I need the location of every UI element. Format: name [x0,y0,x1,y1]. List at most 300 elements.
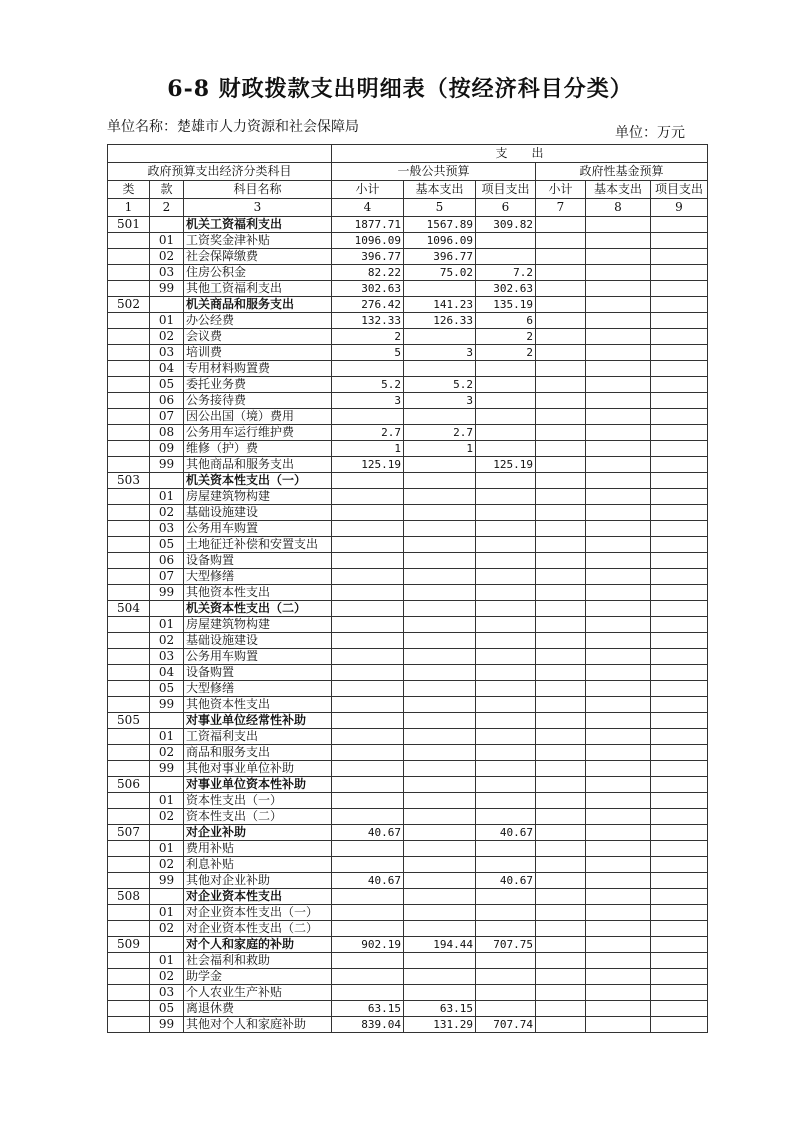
row-name: 机关资本性支出（一） [184,473,332,489]
row-project [476,377,536,393]
row-kuan: 99 [150,873,184,889]
row-fund-subtotal [536,425,586,441]
row-fund-basic [586,1001,651,1017]
row-basic [404,281,476,297]
row-subtotal: 302.63 [332,281,404,297]
row-fund-basic [586,489,651,505]
row-kuan: 99 [150,1017,184,1033]
row-kuan [150,297,184,313]
row-fund-project [651,761,708,777]
row-subtotal: 40.67 [332,825,404,841]
row-basic [404,745,476,761]
row-kuan: 01 [150,953,184,969]
row-subtotal: 1096.09 [332,233,404,249]
row-name: 公务用车运行维护费 [184,425,332,441]
row-project [476,809,536,825]
row-fund-basic [586,953,651,969]
row-fund-subtotal [536,601,586,617]
row-fund-project [651,329,708,345]
row-project [476,521,536,537]
row-fund-subtotal [536,777,586,793]
row-name: 其他资本性支出 [184,585,332,601]
row-fund-basic [586,681,651,697]
row-lei [108,281,150,297]
row-lei: 507 [108,825,150,841]
row-lei [108,617,150,633]
row-basic: 126.33 [404,313,476,329]
row-fund-project [651,585,708,601]
row-name: 社会福利和救助 [184,953,332,969]
row-lei [108,841,150,857]
row-fund-basic [586,697,651,713]
row-fund-basic [586,297,651,313]
row-kuan [150,889,184,905]
row-name: 对企业资本性支出（一） [184,905,332,921]
row-subtotal [332,761,404,777]
row-name: 因公出国（境）费用 [184,409,332,425]
row-basic [404,921,476,937]
row-subtotal [332,473,404,489]
row-fund-basic [586,393,651,409]
row-project [476,441,536,457]
row-fund-subtotal [536,361,586,377]
table-row [108,729,708,745]
row-fund-subtotal [536,377,586,393]
row-fund-basic [586,937,651,953]
row-kuan: 99 [150,761,184,777]
row-fund-subtotal [536,1001,586,1017]
header-index-cell: 3 [184,199,332,217]
row-name: 对事业单位经常性补助 [184,713,332,729]
row-name: 公务接待费 [184,393,332,409]
row-subtotal [332,905,404,921]
row-lei [108,537,150,553]
row-basic: 194.44 [404,937,476,953]
row-fund-project [651,681,708,697]
row-fund-subtotal [536,825,586,841]
row-lei [108,425,150,441]
row-subtotal [332,681,404,697]
row-fund-project [651,793,708,809]
row-fund-subtotal [536,281,586,297]
row-lei [108,969,150,985]
header-index-cell: 5 [404,199,476,217]
row-subtotal [332,585,404,601]
row-fund-basic [586,601,651,617]
currency-unit: 单位：万元 [615,125,685,141]
row-name: 对个人和家庭的补助 [184,937,332,953]
row-project [476,425,536,441]
row-fund-project [651,825,708,841]
row-name: 对企业补助 [184,825,332,841]
row-project [476,601,536,617]
row-name: 对企业资本性支出（二） [184,921,332,937]
row-name: 机关资本性支出（二） [184,601,332,617]
row-kuan: 02 [150,329,184,345]
row-lei [108,857,150,873]
row-fund-basic [586,841,651,857]
page-title: 6-8 财政拨款支出明细表（按经济科目分类） [167,76,633,102]
row-fund-basic [586,313,651,329]
row-basic [404,633,476,649]
row-fund-basic [586,377,651,393]
row-project: 2 [476,329,536,345]
table-row [108,281,708,297]
row-fund-basic [586,809,651,825]
row-fund-subtotal [536,729,586,745]
row-name: 工资奖金津补贴 [184,233,332,249]
row-lei [108,265,150,281]
table-row [108,681,708,697]
row-project: 135.19 [476,297,536,313]
row-kuan [150,217,184,233]
row-fund-basic [586,425,651,441]
row-name: 大型修缮 [184,569,332,585]
table-row [108,217,708,233]
row-fund-project [651,873,708,889]
row-lei [108,409,150,425]
row-fund-project [651,569,708,585]
row-lei [108,665,150,681]
row-name: 社会保障缴费 [184,249,332,265]
row-lei [108,985,150,1001]
row-fund-subtotal [536,441,586,457]
row-subtotal: 839.04 [332,1017,404,1033]
row-fund-basic [586,633,651,649]
row-basic [404,713,476,729]
table-row [108,425,708,441]
row-fund-subtotal [536,985,586,1001]
row-name: 办公经费 [184,313,332,329]
row-lei [108,457,150,473]
row-project [476,777,536,793]
row-project [476,361,536,377]
header-index-cell: 4 [332,199,404,217]
row-fund-project [651,633,708,649]
row-name: 大型修缮 [184,681,332,697]
row-lei [108,905,150,921]
row-lei: 503 [108,473,150,489]
row-project [476,633,536,649]
row-fund-project [651,361,708,377]
row-basic [404,585,476,601]
table-row [108,825,708,841]
row-fund-basic [586,473,651,489]
header-index-cell: 6 [476,199,536,217]
row-subtotal [332,553,404,569]
row-lei [108,953,150,969]
row-basic: 141.23 [404,297,476,313]
row-kuan: 04 [150,665,184,681]
row-kuan [150,825,184,841]
row-fund-subtotal [536,889,586,905]
row-fund-project [651,553,708,569]
row-project [476,953,536,969]
row-fund-subtotal [536,505,586,521]
table-row [108,505,708,521]
row-subtotal [332,857,404,873]
row-subtotal: 2 [332,329,404,345]
row-project [476,249,536,265]
row-fund-basic [586,361,651,377]
row-kuan: 02 [150,249,184,265]
row-fund-project [651,905,708,921]
row-kuan [150,473,184,489]
row-lei [108,1017,150,1033]
table-row [108,457,708,473]
header-index-cell: 2 [150,199,184,217]
table-row [108,809,708,825]
row-project: 2 [476,345,536,361]
row-fund-project [651,521,708,537]
row-fund-basic [586,969,651,985]
row-fund-project [651,425,708,441]
row-kuan: 03 [150,265,184,281]
row-basic [404,873,476,889]
row-kuan: 01 [150,793,184,809]
row-fund-basic [586,825,651,841]
row-lei: 504 [108,601,150,617]
row-fund-subtotal [536,617,586,633]
row-name: 其他商品和服务支出 [184,457,332,473]
row-project [476,921,536,937]
row-lei: 502 [108,297,150,313]
row-kuan: 02 [150,969,184,985]
row-basic [404,985,476,1001]
row-fund-subtotal [536,905,586,921]
row-subtotal [332,841,404,857]
row-name: 机关商品和服务支出 [184,297,332,313]
row-fund-basic [586,457,651,473]
row-lei [108,793,150,809]
row-project: 6 [476,313,536,329]
row-subtotal [332,617,404,633]
row-kuan: 07 [150,569,184,585]
row-fund-basic [586,553,651,569]
row-basic [404,665,476,681]
row-kuan: 99 [150,585,184,601]
row-fund-subtotal [536,761,586,777]
row-lei [108,393,150,409]
row-subtotal [332,809,404,825]
row-fund-basic [586,793,651,809]
row-project: 707.75 [476,937,536,953]
row-fund-subtotal [536,969,586,985]
header-name: 科目名称 [184,181,332,199]
row-basic [404,777,476,793]
row-kuan: 08 [150,425,184,441]
row-kuan: 05 [150,537,184,553]
table-row [108,841,708,857]
row-lei: 508 [108,889,150,905]
row-lei [108,441,150,457]
row-lei [108,329,150,345]
row-lei [108,489,150,505]
row-fund-basic [586,585,651,601]
row-fund-project [651,921,708,937]
row-project: 40.67 [476,873,536,889]
row-fund-subtotal [536,217,586,233]
row-fund-subtotal [536,329,586,345]
row-name: 住房公积金 [184,265,332,281]
row-kuan: 06 [150,553,184,569]
row-name: 培训费 [184,345,332,361]
header-blank [108,145,332,163]
row-fund-basic [586,649,651,665]
row-name: 公务用车购置 [184,649,332,665]
row-kuan: 05 [150,1001,184,1017]
row-fund-basic [586,569,651,585]
row-basic [404,697,476,713]
row-lei [108,505,150,521]
row-lei [108,585,150,601]
row-fund-subtotal [536,937,586,953]
row-lei [108,649,150,665]
row-basic [404,569,476,585]
row-basic [404,505,476,521]
row-fund-subtotal [536,665,586,681]
table-row [108,937,708,953]
row-fund-basic [586,505,651,521]
row-subtotal [332,409,404,425]
table-row [108,409,708,425]
table-row [108,233,708,249]
row-basic [404,681,476,697]
row-fund-basic [586,329,651,345]
row-kuan: 01 [150,729,184,745]
row-kuan: 03 [150,985,184,1001]
row-project [476,505,536,521]
row-name: 其他对事业单位补助 [184,761,332,777]
row-fund-project [651,841,708,857]
row-fund-subtotal [536,473,586,489]
row-kuan [150,777,184,793]
row-fund-subtotal [536,1017,586,1033]
row-fund-project [651,617,708,633]
row-fund-project [651,457,708,473]
row-name: 其他工资福利支出 [184,281,332,297]
row-fund-project [651,297,708,313]
row-project [476,793,536,809]
row-name: 资本性支出（一） [184,793,332,809]
row-name: 设备购置 [184,665,332,681]
row-name: 公务用车购置 [184,521,332,537]
row-name: 设备购置 [184,553,332,569]
row-fund-basic [586,1017,651,1033]
row-project [476,617,536,633]
header-project: 项目支出 [476,181,536,199]
row-fund-project [651,489,708,505]
row-lei [108,809,150,825]
row-subtotal [332,601,404,617]
table-row [108,617,708,633]
row-name: 房屋建筑物构建 [184,489,332,505]
table-row [108,521,708,537]
table-row [108,265,708,281]
row-kuan: 01 [150,313,184,329]
row-fund-basic [586,889,651,905]
row-lei [108,921,150,937]
row-subtotal [332,665,404,681]
row-subtotal [332,489,404,505]
row-project [476,569,536,585]
row-subtotal [332,921,404,937]
row-fund-project [651,393,708,409]
table-row [108,569,708,585]
row-basic [404,953,476,969]
row-kuan: 05 [150,681,184,697]
row-name: 商品和服务支出 [184,745,332,761]
row-subtotal [332,697,404,713]
row-fund-subtotal [536,713,586,729]
header-index-cell: 9 [651,199,708,217]
header-index-cell: 8 [586,199,651,217]
row-name: 资本性支出（二） [184,809,332,825]
row-subtotal: 63.15 [332,1001,404,1017]
row-basic: 1567.89 [404,217,476,233]
row-fund-subtotal [536,697,586,713]
row-fund-basic [586,617,651,633]
row-name: 对企业资本性支出 [184,889,332,905]
row-fund-project [651,889,708,905]
table-row [108,969,708,985]
row-fund-subtotal [536,249,586,265]
row-project [476,1001,536,1017]
row-subtotal [332,985,404,1001]
row-fund-project [651,409,708,425]
row-kuan: 03 [150,521,184,537]
table-row [108,393,708,409]
row-lei: 505 [108,713,150,729]
row-name: 个人农业生产补贴 [184,985,332,1001]
row-name: 利息补贴 [184,857,332,873]
row-name: 维修（护）费 [184,441,332,457]
row-fund-basic [586,409,651,425]
header-basic: 基本支出 [404,181,476,199]
row-fund-basic [586,537,651,553]
row-fund-basic [586,857,651,873]
row-project [476,905,536,921]
row-kuan: 99 [150,281,184,297]
row-fund-project [651,729,708,745]
row-fund-subtotal [536,809,586,825]
row-name: 费用补贴 [184,841,332,857]
row-subtotal [332,793,404,809]
table-row [108,713,708,729]
row-fund-subtotal [536,457,586,473]
row-name: 委托业务费 [184,377,332,393]
row-subtotal [332,713,404,729]
row-name: 其他对企业补助 [184,873,332,889]
row-subtotal: 132.33 [332,313,404,329]
row-subtotal [332,953,404,969]
row-project [476,681,536,697]
header-index-cell: 7 [536,199,586,217]
row-basic [404,329,476,345]
table-row [108,761,708,777]
row-fund-subtotal [536,521,586,537]
row-fund-subtotal [536,649,586,665]
table-row [108,553,708,569]
row-fund-project [651,953,708,969]
row-project [476,713,536,729]
row-project [476,233,536,249]
row-fund-project [651,265,708,281]
row-name: 基础设施建设 [184,633,332,649]
row-basic [404,457,476,473]
table-row [108,585,708,601]
row-fund-project [651,665,708,681]
